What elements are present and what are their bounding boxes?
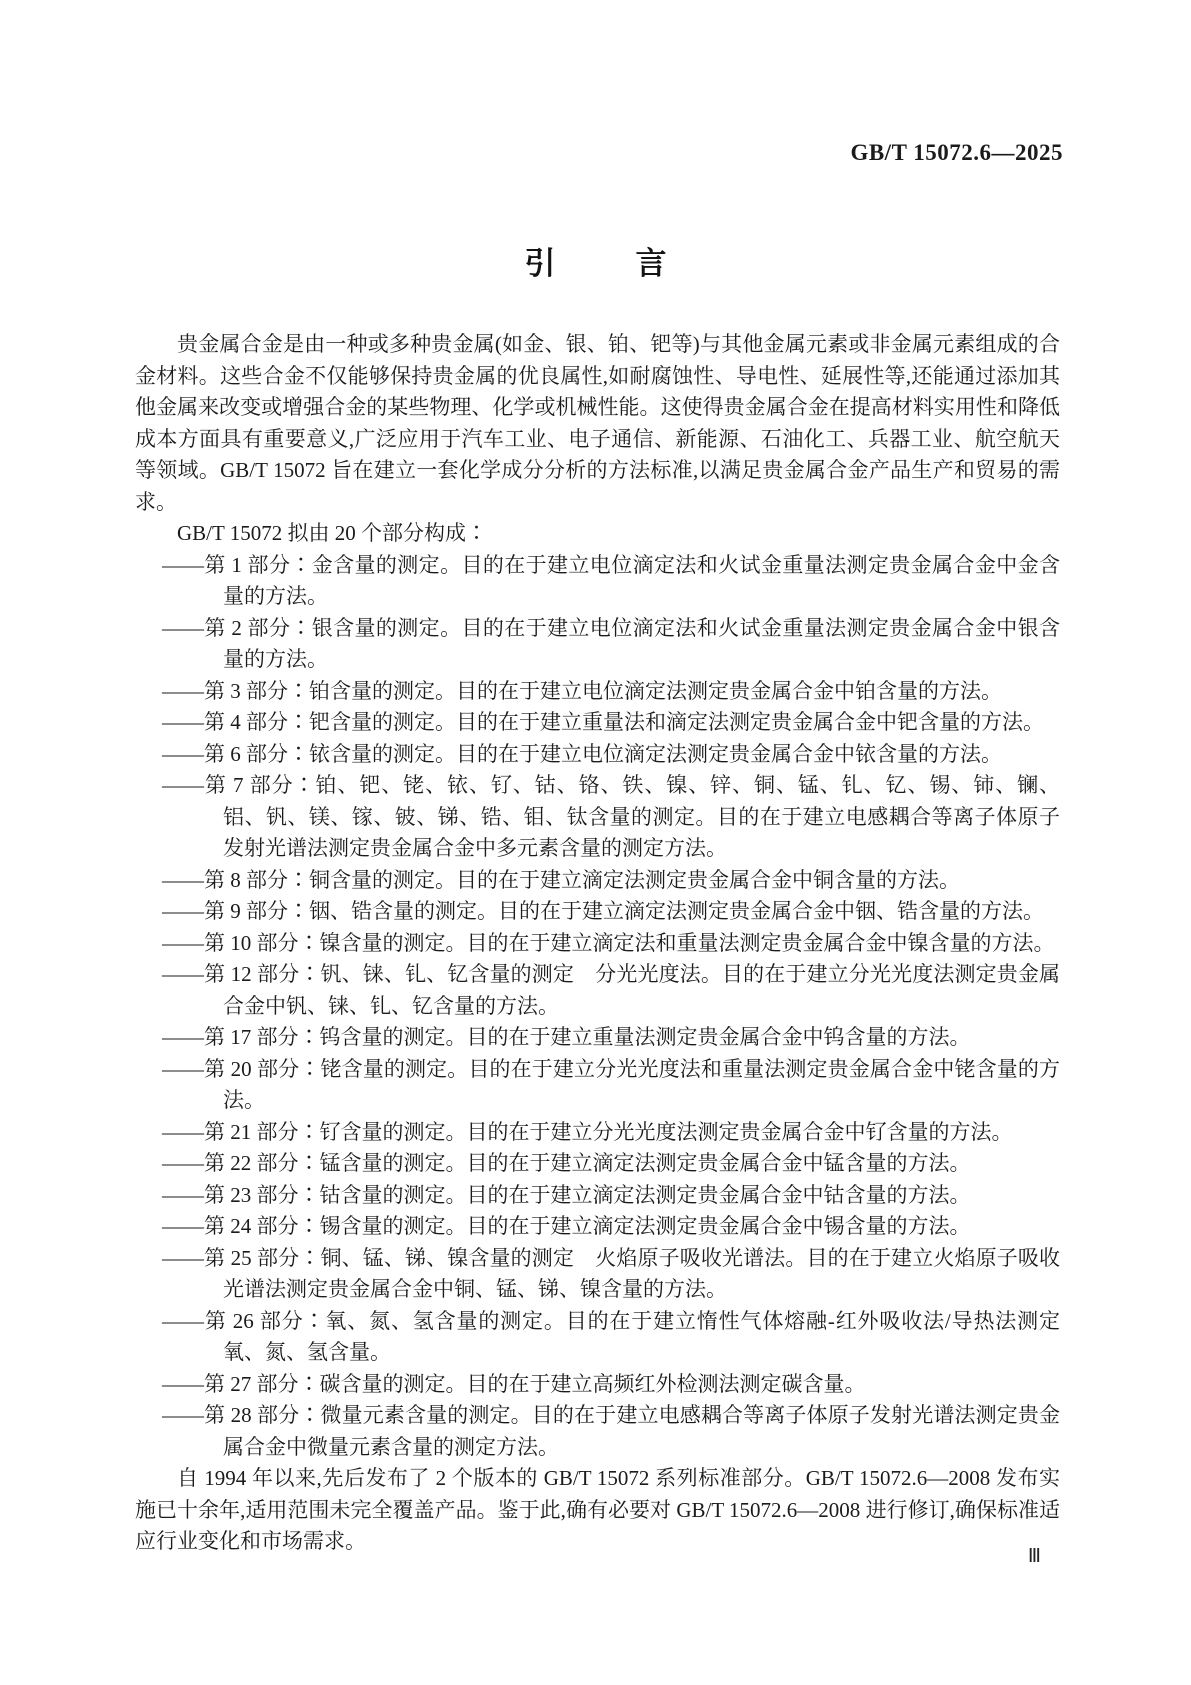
parts-lead-line: GB/T 15072 拟由 20 个部分构成∶ (177, 521, 487, 545)
list-dash: —— (162, 710, 204, 734)
list-dash: —— (162, 1245, 204, 1270)
part-item-text: 第 4 部分∶钯含量的测定。目的在于建立重量法和滴定法测定贵金属合金中钯含量的方法。 (204, 710, 1044, 734)
parts-list (135, 550, 1060, 1464)
part-list-item (135, 928, 1060, 960)
part-item-text: 第 27 部分∶碳含量的测定。目的在于建立高频红外检测法测定碳含量。 (204, 1371, 866, 1396)
list-dash: —— (162, 1025, 204, 1049)
part-item-text: 第 24 部分∶锡含量的测定。目的在于建立滴定法测定贵金属合金中锡含量的方法。 (204, 1214, 971, 1238)
part-list-item (135, 959, 1060, 1022)
list-dash: —— (162, 1371, 204, 1396)
part-item-text: 第 10 部分∶镍含量的测定。目的在于建立滴定法和重量法测定贵金属合金中镍含量的方法。 (204, 930, 1055, 955)
part-list-item (135, 676, 1060, 708)
list-dash: —— (162, 1308, 204, 1333)
list-dash: —— (162, 962, 204, 986)
part-list-item (135, 707, 1060, 739)
part-list-item (135, 896, 1060, 928)
part-list-item (135, 1211, 1060, 1243)
part-list-item (135, 1180, 1060, 1212)
part-item-text: 第 22 部分∶锰含量的测定。目的在于建立滴定法测定贵金属合金中锰含量的方法。 (204, 1151, 971, 1175)
list-dash: —— (162, 552, 204, 577)
list-dash: —— (162, 773, 204, 797)
list-dash: —— (162, 741, 204, 766)
part-item-text: 第 28 部分∶微量元素含量的测定。目的在于建立电感耦合等离子体原子发射光谱法测定贵金属合金中微量元素含量的测定方法。 (204, 1403, 1060, 1459)
part-list-item (135, 865, 1060, 897)
part-item-text: 第 23 部分∶钴含量的测定。目的在于建立滴定法测定贵金属合金中钴含量的方法。 (204, 1182, 971, 1207)
part-list-item (135, 1369, 1060, 1401)
standard-code: GB/T 15072.6—2025 (850, 140, 1063, 165)
list-dash: —— (162, 1403, 204, 1427)
intro-opening-paragraph: 贵金属合金是由一种或多种贵金属(如金、银、铂、钯等)与其他金属元素或非金属元素组成的合金材料。这些合金不仅能够保持贵金属的优良属性,如耐腐蚀性、导电性、延展性等,还能通过添加其他金属来改变或增强合金的某些物理、化学或机械性能。这使得贵金属合金在提高材料实用性和降低成本方面具有重要意义,广泛应用于汽车工业、电子通信、新能源、石油化工、兵器工业、航空航天等领域。GB/T 15072 旨在建立一套化学成分分析的方法标准,以满足贵金属合金产品生产和贸易的需求。 (135, 332, 1060, 514)
part-list-item (135, 613, 1060, 676)
part-list-item (135, 739, 1060, 771)
part-list-item (135, 770, 1060, 865)
part-item-text: 第 25 部分∶铜、锰、锑、镍含量的测定 火焰原子吸收光谱法。目的在于建立火焰原子吸收光谱法测定贵金属合金中铜、锰、锑、镍含量的方法。 (204, 1245, 1060, 1301)
part-item-text: 第 8 部分∶铜含量的测定。目的在于建立滴定法测定贵金属合金中铜含量的方法。 (204, 867, 960, 892)
list-dash: —— (162, 1182, 204, 1207)
part-item-text: 第 17 部分∶钨含量的测定。目的在于建立重量法测定贵金属合金中钨含量的方法。 (204, 1025, 971, 1049)
part-list-item (135, 1117, 1060, 1149)
list-dash: —— (162, 615, 204, 640)
title-char-second: 言 (635, 246, 667, 282)
part-item-text: 第 12 部分∶钒、铼、钆、钇含量的测定 分光光度法。目的在于建立分光光度法测定贵金属合金中钒、铼、钆、钇含量的方法。 (204, 962, 1060, 1018)
list-dash: —— (162, 867, 204, 892)
part-list-item (135, 1054, 1060, 1117)
part-item-text: 第 3 部分∶铂含量的测定。目的在于建立电位滴定法测定贵金属合金中铂含量的方法。 (204, 678, 1002, 703)
part-list-item (135, 1243, 1060, 1306)
document-body (135, 329, 1060, 1558)
part-item-text: 第 26 部分∶氧、氮、氢含量的测定。目的在于建立惰性气体熔融-红外吸收法/导热法测定氧、氮、氢含量。 (204, 1308, 1060, 1364)
part-item-text: 第 1 部分∶金含量的测定。目的在于建立电位滴定法和火试金重量法测定贵金属合金中金含量的方法。 (204, 552, 1060, 608)
list-dash: —— (162, 1119, 204, 1144)
part-item-text: 第 6 部分∶铱含量的测定。目的在于建立电位滴定法测定贵金属合金中铱含量的方法。 (204, 741, 1002, 766)
part-list-item (135, 1148, 1060, 1180)
title-char-first: 引 (524, 246, 556, 282)
part-item-text: 第 7 部分∶铂、钯、铑、铱、钌、钴、铬、铁、镍、锌、铜、锰、钆、钇、锡、铈、镧、铝、钒、镁、镓、铍、锑、锆、钼、钛含量的测定。目的在于建立电感耦合等离子体原子发射光谱法测定贵金属合金中多元素含量的测定方法。 (204, 773, 1060, 860)
list-dash: —— (162, 899, 204, 923)
page-title (0, 238, 1191, 283)
list-dash: —— (162, 678, 204, 703)
list-dash: —— (162, 1151, 204, 1175)
part-item-text: 第 21 部分∶钌含量的测定。目的在于建立分光光度法测定贵金属合金中钌含量的方法。 (204, 1119, 1013, 1144)
part-item-text: 第 2 部分∶银含量的测定。目的在于建立电位滴定法和火试金重量法测定贵金属合金中银含量的方法。 (204, 615, 1060, 671)
part-item-text: 第 9 部分∶铟、锆含量的测定。目的在于建立滴定法测定贵金属合金中铟、锆含量的方法。 (204, 899, 1044, 923)
list-dash: —— (162, 1214, 204, 1238)
list-dash: —— (162, 930, 204, 955)
part-item-text: 第 20 部分∶铑含量的测定。目的在于建立分光光度法和重量法测定贵金属合金中铑含量的方法。 (204, 1056, 1060, 1112)
part-list-item (135, 1306, 1060, 1369)
list-dash: —— (162, 1056, 204, 1081)
closing-paragraph: 自 1994 年以来,先后发布了 2 个版本的 GB/T 15072 系列标准部分。GB/T 15072.6—2008 发布实施已十余年,适用范围未完全覆盖产品。鉴于此,确有必要对 GB/T 15072.6—2008 进行修订,确保标准适应行业变化和市场需求。 (135, 1466, 1060, 1553)
part-list-item (135, 1400, 1060, 1463)
part-list-item (135, 550, 1060, 613)
part-list-item (135, 1022, 1060, 1054)
page-number: Ⅲ (1027, 1546, 1041, 1567)
